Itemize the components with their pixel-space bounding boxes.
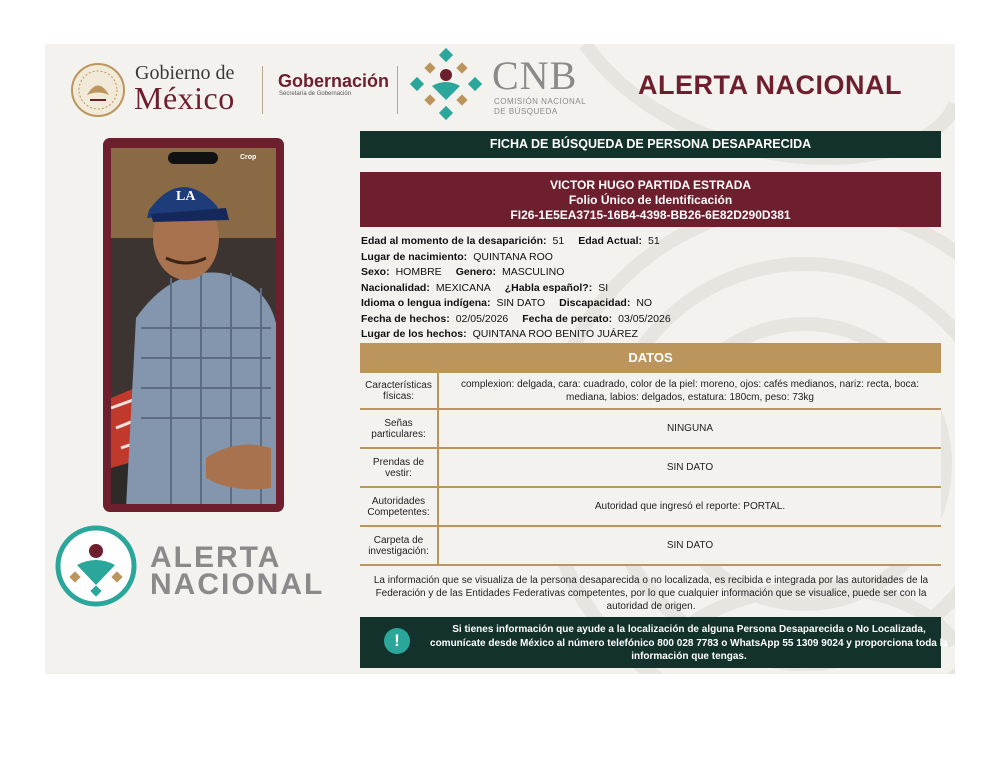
disclaimer-text: La información que se visualiza de la persona desaparecida o no localizada, es recibida e integrada por las autoridades de la Federación y de las Entidades Federativas competentes, por lo que cualquier información que se visualice, puede ser con la autoridad de origen. bbox=[373, 575, 929, 612]
info-line bbox=[361, 313, 685, 325]
fecha-percato-value: 03/05/2026 bbox=[618, 313, 671, 325]
row-value: SIN DATO bbox=[666, 462, 714, 473]
idioma-value: SIN DATO bbox=[496, 297, 546, 309]
info-line bbox=[361, 282, 622, 294]
mexico-seal-logo bbox=[70, 62, 126, 118]
person-name: VICTOR HUGO PARTIDA ESTRADA bbox=[549, 178, 752, 192]
info-line bbox=[361, 235, 674, 247]
table-row bbox=[360, 527, 941, 566]
habla-espanol-value: SI bbox=[598, 282, 609, 294]
table-row bbox=[360, 373, 941, 410]
header-divider bbox=[397, 66, 398, 114]
brand-line2: NACIONAL bbox=[150, 568, 325, 601]
gobernacion-title: Gobernación bbox=[278, 71, 390, 91]
info-line bbox=[361, 328, 652, 340]
alerta-nacional-title: ALERTA NACIONAL bbox=[638, 70, 902, 100]
row-label: Señas particulares: bbox=[360, 410, 439, 447]
row-value: SIN DATO bbox=[666, 540, 714, 551]
contact-text: Si tienes información que ayude a la localización de alguna Persona Desaparecida o No Localizada, comunícate desde México al número telefónico 800 028 7783 o WhatsApp 55 1309 9024 y proporciona toda la información que tengas. bbox=[430, 624, 948, 662]
row-label: Características físicas: bbox=[360, 373, 439, 408]
idioma-label: Idioma o lengua indígena: bbox=[361, 297, 491, 309]
alert-icon: ! bbox=[384, 628, 410, 654]
folio-label: Folio Único de Identificación bbox=[568, 193, 733, 207]
sexo-label: Sexo: bbox=[361, 266, 390, 278]
fecha-percato-label: Fecha de percato: bbox=[522, 313, 613, 325]
row-value: NINGUNA bbox=[666, 423, 714, 434]
table-row bbox=[360, 488, 941, 527]
ficha-title: FICHA DE BÚSQUEDA DE PERSONA DESAPARECIDA bbox=[360, 131, 941, 158]
table-row bbox=[360, 449, 941, 488]
edad-actual-value: 51 bbox=[648, 235, 660, 247]
lugar-nacimiento-label: Lugar de nacimiento: bbox=[361, 251, 468, 263]
fecha-hechos-value: 02/05/2026 bbox=[455, 313, 509, 325]
row-label: Carpeta de investigación: bbox=[360, 527, 439, 564]
edad-actual-label: Edad Actual: bbox=[578, 235, 643, 247]
svg-text:LA: LA bbox=[176, 189, 196, 204]
genero-value: MASCULINO bbox=[501, 266, 565, 278]
info-line bbox=[361, 266, 578, 278]
row-value: complexion: delgada, cara: cuadrado, color de la piel: moreno, ojos: cafés medianos, nariz: recta, boca: mediana, labios: delgados, estatura: 180cm, peso: 73kg bbox=[460, 378, 920, 403]
edad-desaparicion-value: 51 bbox=[552, 235, 565, 247]
fecha-hechos-label: Fecha de hechos: bbox=[361, 313, 450, 325]
lugar-nacimiento-value: QUINTANA ROO bbox=[473, 251, 553, 263]
genero-label: Genero: bbox=[455, 266, 496, 278]
info-line bbox=[361, 297, 666, 309]
gobierno-line2: México bbox=[134, 80, 235, 116]
lugar-hechos-value: QUINTANA ROO BENITO JUÁREZ bbox=[472, 328, 638, 340]
row-value: Autoridad que ingresó el reporte: PORTAL. bbox=[594, 501, 786, 512]
nacionalidad-value: MEXICANA bbox=[435, 282, 491, 294]
missing-person-photo bbox=[111, 148, 276, 504]
datos-table bbox=[360, 373, 941, 566]
edad-desaparicion-label: Edad al momento de la desaparición: bbox=[361, 235, 547, 247]
cnb-name-line2: DE BÚSQUEDA bbox=[494, 107, 558, 116]
datos-title: DATOS bbox=[360, 343, 941, 373]
gobierno-line1: Gobierno de bbox=[135, 62, 235, 84]
cnb-name-line1: COMISIÓN NACIONAL bbox=[494, 97, 587, 106]
nacionalidad-label: Nacionalidad: bbox=[361, 282, 430, 294]
info-line bbox=[361, 251, 567, 263]
discapacidad-label: Discapacidad: bbox=[559, 297, 631, 309]
row-label: Prendas de vestir: bbox=[360, 449, 439, 486]
cnb-acronym: CNB bbox=[492, 53, 578, 98]
header-divider bbox=[262, 66, 263, 114]
cnb-logo bbox=[410, 48, 482, 120]
alerta-nacional-logo bbox=[55, 525, 137, 607]
gobernacion-subtitle: Secretaría de Gobernación bbox=[279, 91, 352, 97]
discapacidad-value: NO bbox=[636, 297, 653, 309]
row-label: Autoridades Competentes: bbox=[360, 488, 439, 525]
sexo-value: HOMBRE bbox=[395, 266, 442, 278]
lugar-hechos-label: Lugar de los hechos: bbox=[361, 328, 467, 340]
brand-line1: ALERTA bbox=[150, 541, 282, 574]
crop-label: Crop bbox=[240, 154, 257, 161]
table-row bbox=[360, 410, 941, 449]
folio-value: FI26-1E5EA3715-16B4-4398-BB26-6E82D290D381 bbox=[510, 208, 791, 222]
habla-espanol-label: ¿Habla español?: bbox=[504, 282, 593, 294]
person-header bbox=[360, 172, 941, 227]
